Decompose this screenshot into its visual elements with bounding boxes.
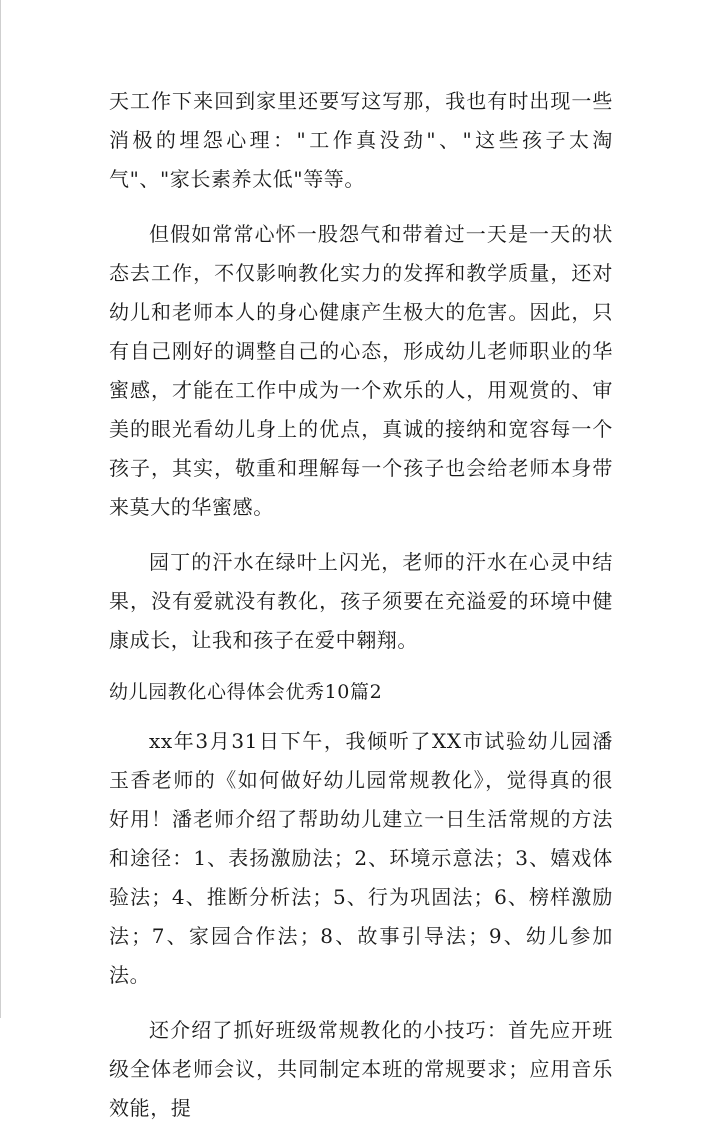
paragraph-5: 还介绍了抓好班级常规教化的小技巧：首先应开班级全体老师会议，共同制定本班的常规要求；应用音乐效能，提 [109,1018,613,1120]
section-heading: 幼儿园教化心得体会优秀10篇2 [109,681,383,703]
paragraph-1: 天工作下来回到家里还要写这写那，我也有时出现一些消极的埋怨心理："工作真没劲"、"这些孩子太淘气"、"家长素养太低"等等。 [109,89,613,191]
paragraph-3: 园丁的汗水在绿叶上闪光，老师的汗水在心灵中结果，没有爱就没有教化，孩子须要在充溢爱的环境中健康成长，让我和孩子在爱中翱翔。 [109,550,613,652]
paragraph-2: 但假如常常心怀一股怨气和带着过一天是一天的状态去工作，不仅影响教化实力的发挥和教学质量，还对幼儿和老师本人的身心健康产生极大的危害。因此，只有自己刚好的调整自己的心态，形成幼儿老师职业的华蜜感，才能在工作中成为一个欢乐的人，用观赏的、审美的眼光看幼儿身上的优点，真诚的接纳和宽容每一个孩子，其实，敬重和理解每一个孩子也会给老师本身带来莫大的华蜜感。 [109,222,613,519]
document-body [109,82,613,1144]
paragraph-4: xx年3月31日下午，我倾听了XX市试验幼儿园潘玉香老师的《如何做好幼儿园常规教化》，觉得真的很好用！潘老师介绍了帮助幼儿建立一日生活常规的方法和途径：1、表扬激励法；2、环境示意法；3、嬉戏体验法；4、推断分析法；5、行为巩固法；6、榜样激励法；7、家园合作法；8、故事引导法；9、幼儿参加法。 [109,729,613,987]
